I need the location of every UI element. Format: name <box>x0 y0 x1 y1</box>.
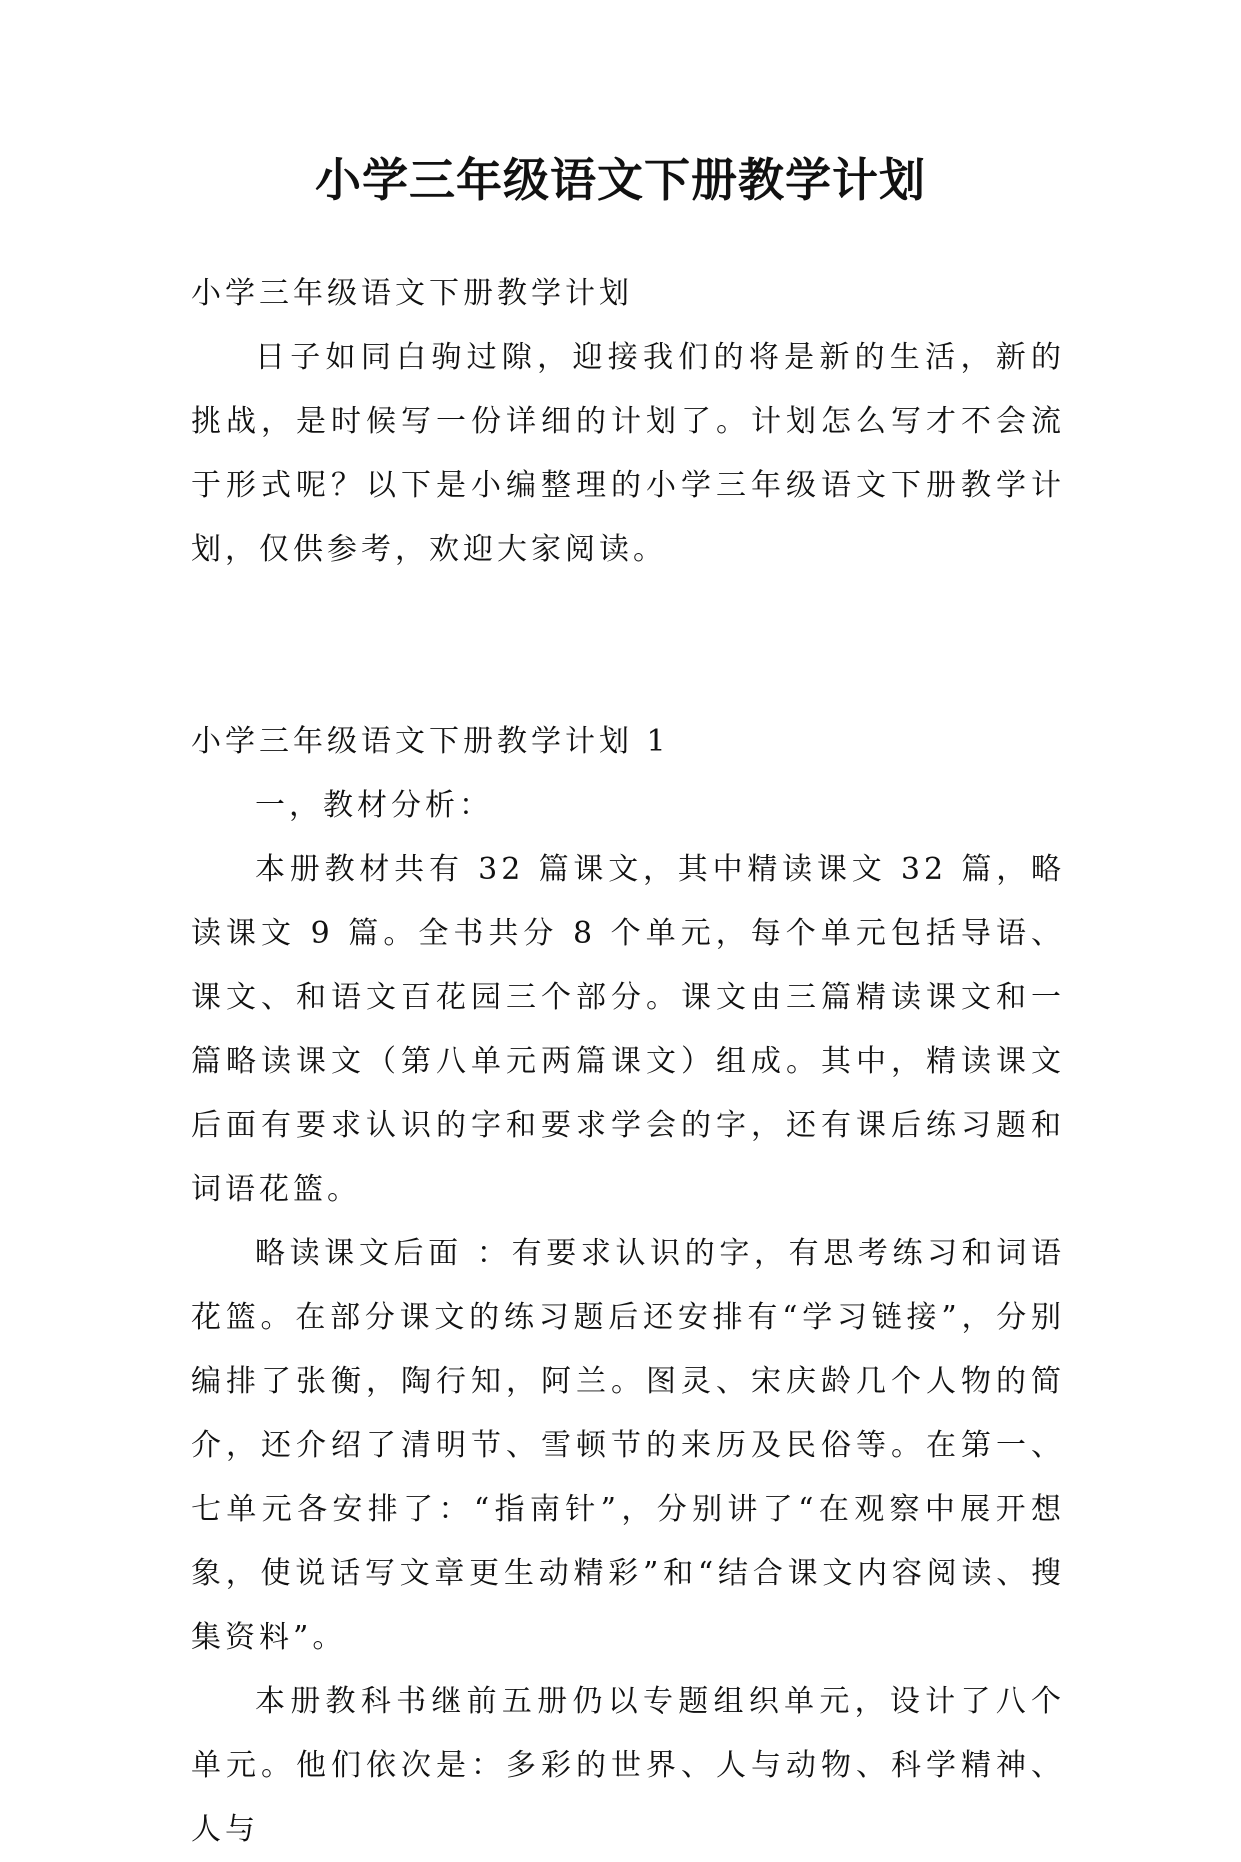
section-heading: 小学三年级语文下册教学计划 1 <box>191 724 670 759</box>
document-title: 小学三年级语文下册教学计划 <box>315 153 926 207</box>
body-paragraph: 略读课文后面 ：有要求认识的字，有思考练习和词语花篮。在部分课文的练习题后还安排有“学习链接”，分别编排了张衡，陶行知，阿兰。图灵、宋庆龄几个人物的简介，还介绍了清明节、雪顿节的来历及民俗等。在第一、七单元各安排了：“指南针”，分别讲了“在观察中展开想象，使说话写文章更生动精彩”和“结合课文内容阅读、搜集资料”。 <box>191 1236 1065 1655</box>
section-gap <box>191 582 1065 710</box>
body-paragraph: 本册教科书继前五册仍以专题组织单元，设计了八个单元。他们依次是：多彩的世界、人与动物、科学精神、人与 <box>191 1684 1065 1847</box>
intro-paragraph: 日子如同白驹过隙，迎接我们的将是新的生活，新的挑战，是时候写一份详细的计划了。计划怎么写才不会流于形式呢？以下是小编整理的小学三年级语文下册教学计划，仅供参考，欢迎大家阅读。 <box>191 340 1065 567</box>
intro-heading: 小学三年级语文下册教学计划 <box>191 276 633 311</box>
document-body <box>191 262 1065 1862</box>
body-paragraph: 本册教材共有 32 篇课文，其中精读课文 32 篇，略读课文 9 篇。全书共分 8 个单元，每个单元包括导语、课文、和语文百花园三个部分。课文由三篇精读课文和一篇略读课文（第八单元两篇课文）组成。其中，精读课文后面有要求认识的字和要求学会的字，还有课后练习题和词语花篮。 <box>191 852 1065 1207</box>
section-subheading: 一，教材分析： <box>255 788 493 823</box>
